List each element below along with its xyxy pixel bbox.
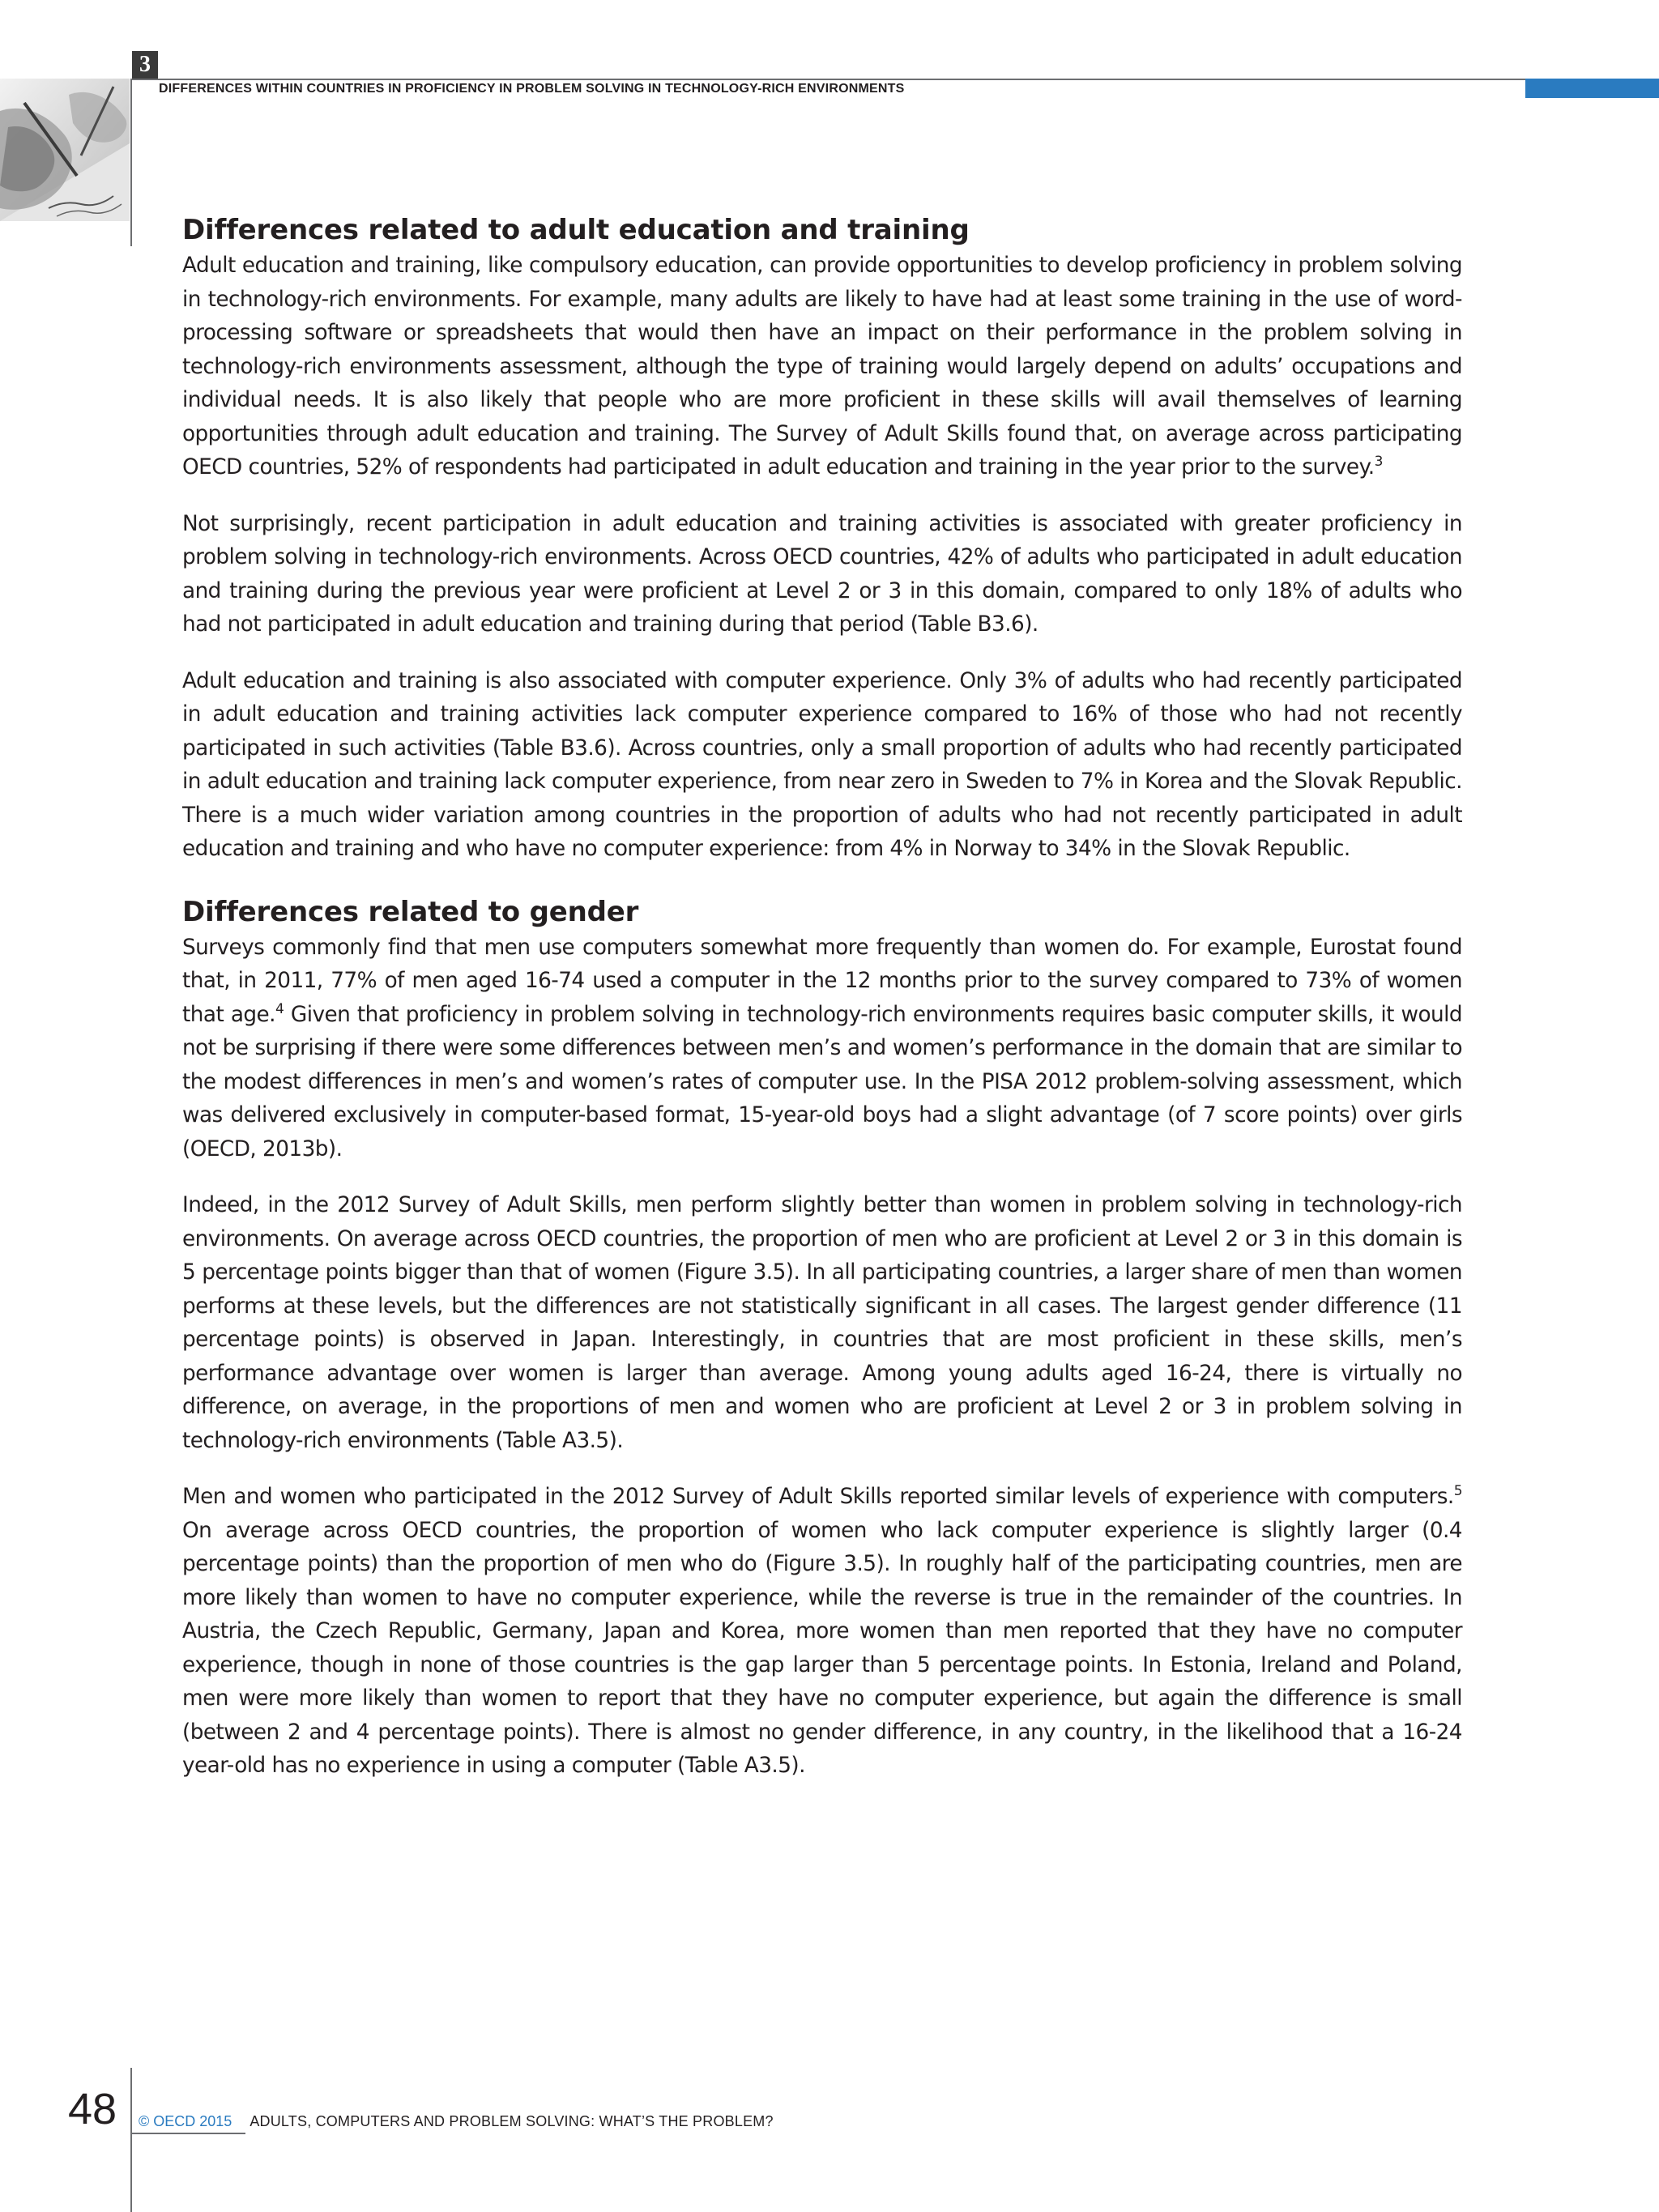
footer-copyright: © OECD 2015 bbox=[139, 2113, 232, 2129]
paragraph-text: Men and women who participated in the 2012 Survey of Adult Skills reported similar levels of experience with computers. bbox=[182, 1485, 1454, 1509]
footer bbox=[139, 2113, 774, 2130]
paragraph bbox=[182, 1189, 1462, 1458]
chapter-number-badge: 3 bbox=[132, 51, 158, 79]
paragraph-text: Given that proficiency in problem solving in technology-rich environments requires basic computer skills, it would not be surprising if there were some differences between men’s and women’s performance in the domain that are similar to the modest differences in men’s and women’s rates of computer use. In the PISA 2012 problem-solving assessment, which was delivered exclusively in computer-based format, 15-year-old boys had a slight advantage (of 7 score points) over girls (OECD, 2013b). bbox=[182, 1002, 1462, 1161]
paragraph-text: Adult education and training is also associated with computer experience. Only 3% of adults who had recently participated in adult education and training activities lack computer experience compared to 16% of those who had not recently participated in such activities (Table B3.6). Across countries, only a small proportion of adults who had recently participated in adult education and training lack computer experience, from near zero in Sweden to 7% in Korea and the Slovak Republic. There is a much wider variation among countries in the proportion of adults who had not recently participated in adult education and training and who have no computer experience: from 4% in Norway to 34% in the Slovak Republic. bbox=[182, 668, 1462, 861]
header-photo-hands-writing bbox=[0, 79, 130, 221]
paragraph bbox=[182, 249, 1462, 485]
paragraph-text: On average across OECD countries, the proportion of women who lack computer experience is slightly larger (0.4 percentage points) than the proportion of men who do (Figure 3.5). In roughly half of the participating countries, men are more likely than women to have no computer experience, while the reverse is true in the remainder of the countries. In Austria, the Czech Republic, Germany, Japan and Korea, more women than men reported that they have no computer experience, though in none of those countries is the gap larger than 5 percentage points. In Estonia, Ireland and Poland, men were more likely than women to report that they have no computer experience, but again the difference is small (between 2 and 4 percentage points). There is almost no gender difference, in any country, in the likelihood that a 16-24 year-old has no experience in using a computer (Table A3.5). bbox=[182, 1518, 1462, 1778]
hands-writing-image bbox=[0, 79, 130, 221]
section-heading-adult-education: Differences related to adult education and training bbox=[182, 214, 970, 246]
section-heading-gender: Differences related to gender bbox=[182, 895, 639, 928]
header-accent-bar bbox=[1525, 79, 1659, 98]
footer-vertical-rule bbox=[130, 2068, 132, 2212]
paragraph bbox=[182, 1481, 1462, 1784]
paragraph-text: Indeed, in the 2012 Survey of Adult Skills, men perform slightly better than women in problem solving in technology-rich environments. On average across OECD countries, the proportion of men who are proficient at Level 2 or 3 in this domain is 5 percentage points bigger than that of women (Figure 3.5). In all participating countries, a larger share of men than women performs at these levels, but the differences are not statistically significant in all cases. The largest gender difference (11 percentage points) is observed in Japan. Interestingly, in countries that are most proficient in these skills, men’s performance advantage over women is larger than average. Among young adults aged 16-24, there is virtually no difference, on average, in the proportions of men and women who are proficient at Level 2 or 3 in problem solving in technology-rich environments (Table A3.5). bbox=[182, 1193, 1462, 1453]
paragraph-text: Adult education and training, like compulsory education, can provide opportunities to develop proficiency in problem solving in technology-rich environments. For example, many adults are likely to have had at least some training in the use of word-processing software or spreadsheets that would then have an impact on their performance in the problem solving in technology-rich environments assessment, although the type of training would largely depend on adults’ occupations and individual needs. It is also likely that people who are more proficient in these skills will avail themselves of learning opportunities through adult education and training. The Survey of Adult Skills found that, on average across participating OECD countries, 52% of respondents had participated in adult education and training in the year prior to the survey. bbox=[182, 254, 1462, 479]
footer-publication-title: ADULTS, COMPUTERS AND PROBLEM SOLVING: WHAT’S THE PROBLEM? bbox=[249, 2113, 774, 2129]
section-adult-education bbox=[182, 212, 1462, 867]
footnote-ref-4[interactable]: 4 bbox=[275, 1000, 284, 1017]
paragraph-text: Surveys commonly find that men use computers somewhat more frequently than women do. For example, Eurostat found that, in 2011, 77% of men aged 16-74 used a computer in the 12 months prior to the survey compared to 73% of women that age. bbox=[182, 935, 1462, 1027]
footnote-ref-3[interactable]: 3 bbox=[1374, 454, 1383, 471]
running-head: DIFFERENCES WITHIN COUNTRIES IN PROFICIENCY IN PROBLEM SOLVING IN TECHNOLOGY-RICH ENVIRONMENTS bbox=[159, 82, 905, 96]
footnote-ref-5[interactable]: 5 bbox=[1453, 1483, 1462, 1500]
section-gender bbox=[182, 894, 1462, 1784]
header-vertical-rule bbox=[130, 79, 132, 246]
paragraph bbox=[182, 665, 1462, 867]
paragraph bbox=[182, 931, 1462, 1167]
header-rule bbox=[132, 79, 1525, 80]
paragraph-text: Not surprisingly, recent participation in adult education and training activities is associated with greater proficiency in problem solving in technology-rich environments. Across OECD countries, 42% of adults who participated in adult education and training during the previous year were proficient at Level 2 or 3 in this domain, compared to only 18% of adults who had not participated in adult education and training during that period (Table B3.6). bbox=[182, 511, 1462, 637]
footer-rule bbox=[132, 2133, 245, 2134]
page-body bbox=[182, 212, 1462, 1806]
page-number: 48 bbox=[68, 2085, 117, 2133]
paragraph bbox=[182, 508, 1462, 642]
